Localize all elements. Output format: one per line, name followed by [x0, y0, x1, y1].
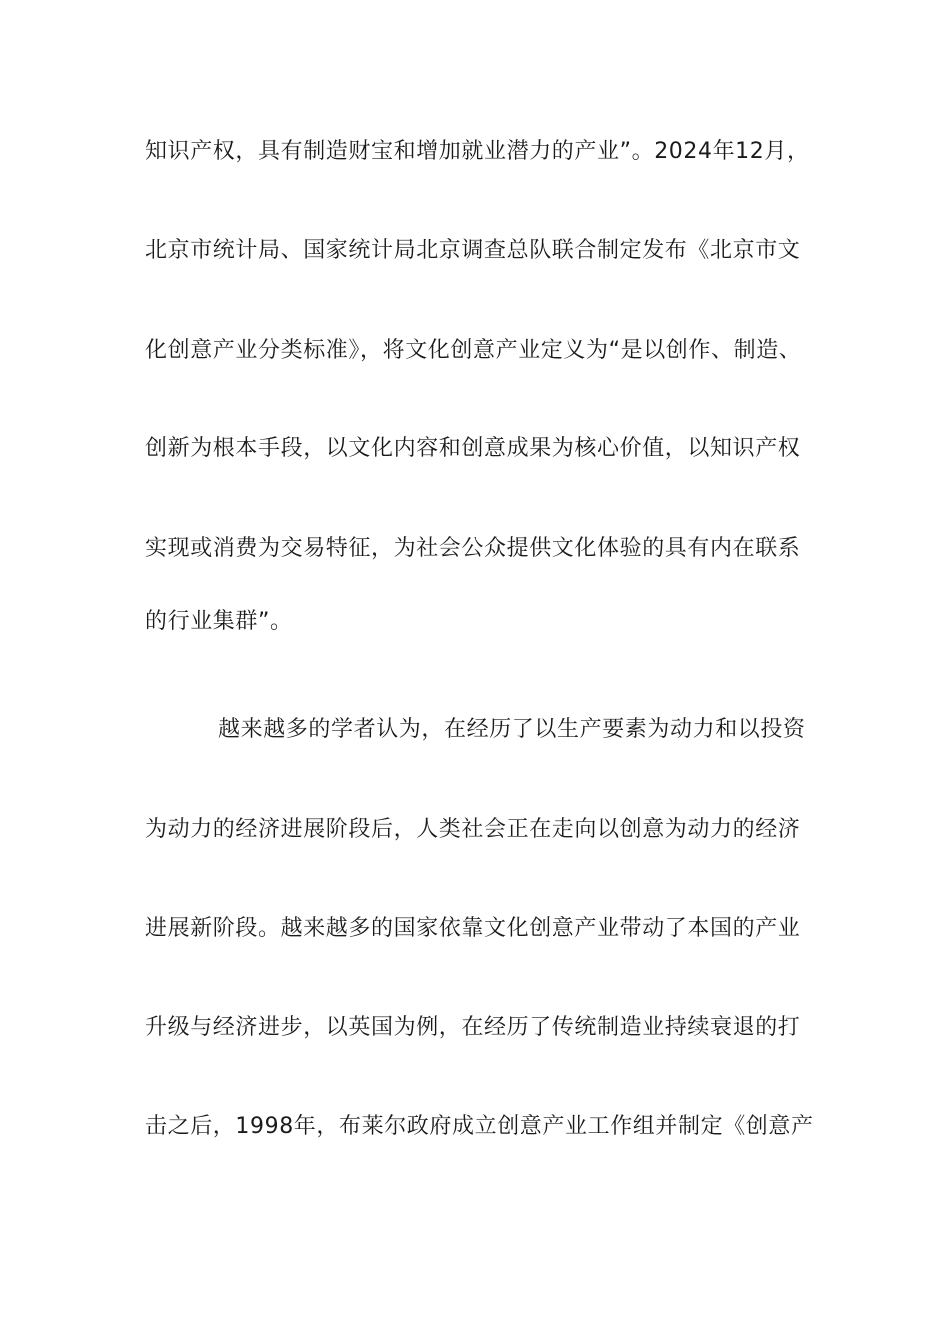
- text-line: 化创意产业分类标准》，将文化创意产业定义为“是以创作、制造、: [145, 338, 802, 363]
- text-line: 升级与经济进步，以英国为例，在经历了传统制造业持续衰退的打: [145, 1015, 801, 1040]
- text-line: 为动力的经济进展阶段后，人类社会正在走向以创意为动力的经济: [145, 817, 801, 842]
- text-line: 击之后，1998年，布莱尔政府成立创意产业工作组并制定《创意产: [145, 1114, 814, 1139]
- text-line: 创新为根本手段，以文化内容和创意成果为核心价值，以知识产权: [145, 436, 801, 461]
- text-line: 知识产权，具有制造财宝和增加就业潜力的产业”。2024年12月，: [145, 139, 810, 164]
- text-line: 北京市统计局、国家统计局北京调查总队联合制定发布《北京市文: [145, 238, 801, 263]
- paragraph-first-line: 越来越多的学者认为，在经历了以生产要素为动力和以投资: [218, 717, 806, 742]
- text-line: 实现或消费为交易特征，为社会公众提供文化体验的具有内在联系: [145, 536, 801, 561]
- text-line: 进展新阶段。越来越多的国家依靠文化创意产业带动了本国的产业: [145, 916, 801, 941]
- text-line: 的行业集群”。: [145, 609, 293, 634]
